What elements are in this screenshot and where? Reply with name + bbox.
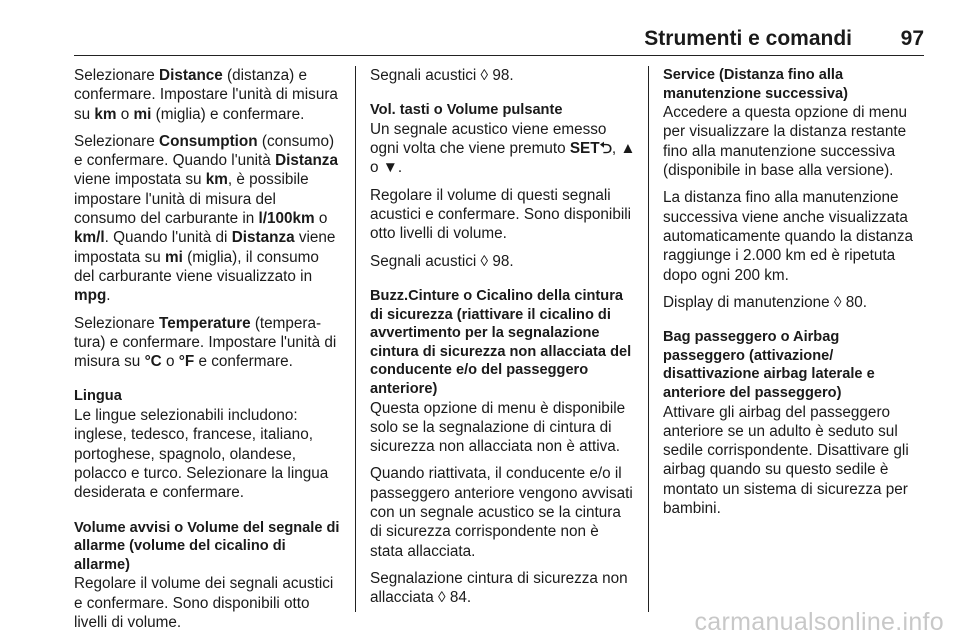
bold-term: Distanza (231, 229, 295, 247)
page-number: 97 (900, 27, 924, 50)
watermark: carmanualsonline.info (694, 608, 944, 636)
column-3 (663, 66, 925, 526)
buzz-heading: Buzz.Cinture o Cicalino della cintura di sicurezza (riattivare il cicalino di avvertimento per la segnalazione cintura di sicurezza non allacciata del conducente e/o del passeggero anteriore) (370, 287, 632, 397)
acoustic-signals-reference: Segnali acustici ◊ 98. (370, 67, 514, 84)
section-volume-avvisi (74, 519, 340, 633)
airbag-body: Attivare gli airbag del passeggero anteriore se un adulto è seduto sul sedile corrispondente. Disattivare gli airbag quando su questo sedile è montato un sistema di sicurezza per bambini. (663, 403, 909, 518)
tasti-body: Un segnale acustico viene emesso ogni volta che viene premuto SET⮌, ▲ o ▼. (370, 120, 636, 177)
volume-body: Regolare il volume dei segnali acustici e confermare. Sono disponibili otto livelli di volume. (74, 575, 334, 631)
tasti-volume-paragraph: Regolare il volume di questi segnali acustici e confermare. Sono disponibili otto livelli di volume. (370, 186, 632, 243)
column-divider-1 (355, 66, 356, 612)
bold-term: Consumption (159, 132, 258, 150)
volume-heading: Volume avvisi o Volume del segnale di allarme (volume del cicalino di allarme) (74, 519, 340, 573)
temperature-paragraph: Selezionare Temperature (temperatura) e confermare. Impostare l'unità di misura su °C o °F e confermare. (74, 314, 337, 371)
service-distance-paragraph: La distanza fino alla manutenzione successiva viene anche visualizzata automaticamente quando la distanza raggiunge i 2.000 km ed è ripetuta dopo ogni 200 km. (663, 189, 914, 284)
service-body: Accedere a questa opzione di menu per visualizzare la distanza restante fino alla manutenzione successiva (disponibile in base alla versione). (663, 104, 908, 180)
bold-term: mi (133, 105, 152, 123)
lingua-body: Le lingue selezionabili includono: inglese, tedesco, francese, italiano, portoghese, spagnolo, olandese, polacco e turco. Selezionare la lingua desiderata e confermare. (74, 407, 329, 502)
service-display-reference: Display di manutenzione ◊ 80. (663, 293, 867, 311)
running-title: Strumenti e comandi (644, 27, 852, 50)
buzz-body: Questa opzione di menu è disponibile solo se la segnalazione di cintura di sicurezza non allacciata non è attiva. (370, 399, 626, 456)
service-heading: Service (Distanza fino alla manutenzione successiva) (663, 67, 848, 102)
bold-term: km (94, 105, 117, 123)
bold-term: SET⮌ (569, 140, 612, 158)
bold-term: Temperature (159, 314, 251, 332)
section-service (663, 66, 925, 312)
section-volume-tasti (370, 101, 636, 271)
column-2 (370, 66, 636, 616)
bold-term: °C (144, 353, 162, 371)
column-divider-2 (648, 66, 649, 612)
section-lingua (74, 387, 340, 502)
bold-term: l/100km (258, 210, 315, 228)
bold-term: °F (178, 353, 195, 371)
consumption-paragraph: Selezionare Consumption (consumo) e confermare. Quando l'unità Distanza viene impostata su km, è possibile impostare l'unità di misura del consumo del carburante in l/100km o km/l. Quando l'unità di Distanza viene impostata su mi (miglia), il consumo del carburante viene visualizzato in mpg. (74, 132, 338, 305)
distance-paragraph: Selezionare Distance (distanza) e confermare. Impostare l'unità di misura su km o mi (miglia) e confermare. (74, 67, 338, 123)
lingua-heading: Lingua (74, 388, 122, 405)
bold-term: km/l (74, 229, 105, 247)
tasti-heading: Vol. tasti o Volume pulsante (370, 102, 563, 119)
section-airbag (663, 328, 925, 518)
column-1 (74, 66, 340, 640)
header-rule (74, 55, 924, 56)
section-buzz-cinture (370, 287, 636, 608)
airbag-heading: Bag passeggero o Airbag passeggero (attivazione/ disattivazione airbag laterale e anteriore del passeggero) (663, 329, 875, 401)
page-header (0, 0, 960, 58)
bold-term: Distance (159, 67, 223, 84)
acoustic-signals-reference-2: Segnali acustici ◊ 98. (370, 252, 514, 270)
bold-term: km (205, 171, 228, 189)
seatbelt-reference: Segnalazione cintura di sicurezza non allacciata ◊ 84. (370, 569, 628, 607)
buzz-reactivation-paragraph: Quando riattivata, il conducente e/o il passeggero anteriore vengono avvisati con un segnale acustico se la cintura di sicurezza corrispondente non è stata allacciata. (370, 465, 633, 560)
bold-term: Distanza (275, 152, 338, 170)
bold-term: ▼ (382, 159, 398, 177)
bold-term: mpg (74, 287, 107, 305)
bold-term: ▲ (620, 140, 636, 158)
bold-term: mi (164, 248, 183, 266)
